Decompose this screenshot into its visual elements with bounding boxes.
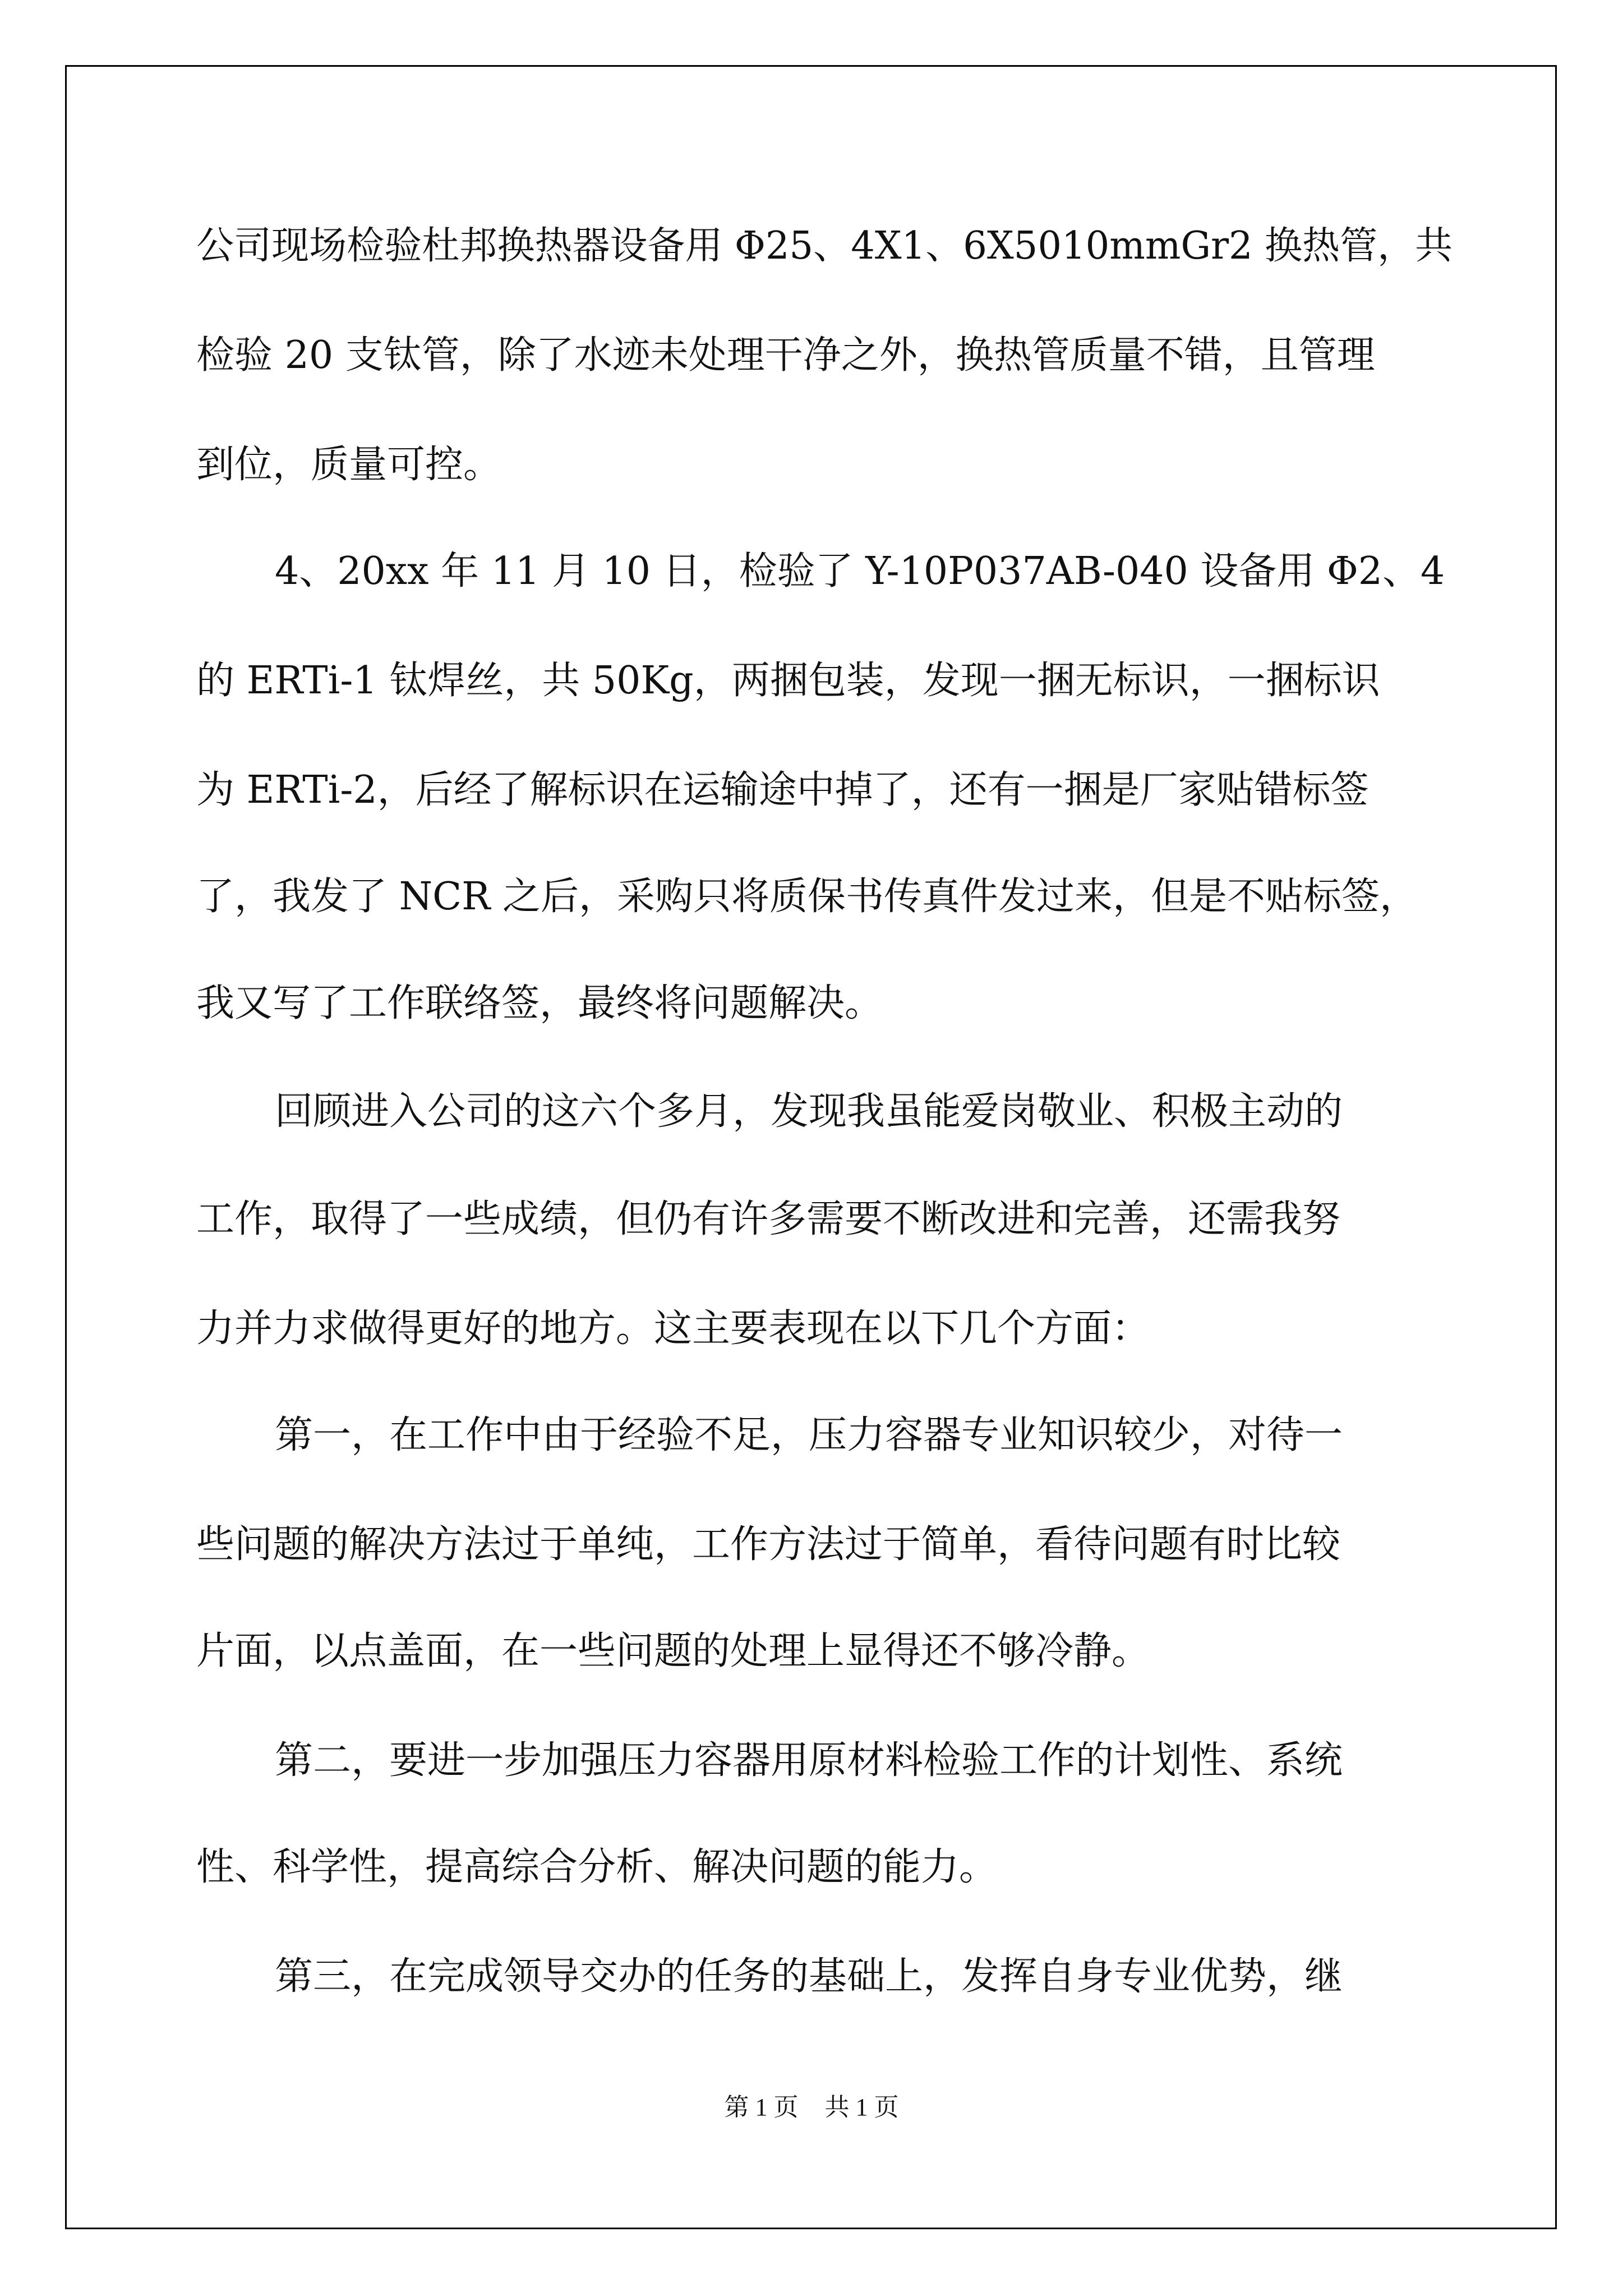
paragraph-line: 工作，取得了一些成绩，但仍有许多需要不断改进和完善，还需我努 [196, 1197, 1341, 1241]
paragraph-line: 第二，要进一步加强压力容器用原材料检验工作的计划性、系统 [275, 1738, 1343, 1783]
paragraph-line: 回顾进入公司的这六个多月，发现我虽能爱岗敬业、积极主动的 [275, 1089, 1343, 1134]
page-footer [0, 2087, 1623, 2123]
paragraph-line: 公司现场检验杜邦换热器设备用 Φ25、4X1、6X5010mmGr2 换热管，共 [196, 224, 1453, 268]
page-number-current: 第 1 页 [724, 2093, 799, 2121]
paragraph-line: 检验 20 支钛管，除了水迹未处理干净之外，换热管质量不错，且管理 [196, 333, 1375, 378]
paragraph-line: 了，我发了 NCR 之后，采购只将质保书传真件发过来，但是不贴标签， [196, 875, 1418, 919]
paragraph-line: 为 ERTi-2，后经了解标识在运输途中掉了，还有一捆是厂家贴错标签 [196, 768, 1369, 812]
paragraph-line: 我又写了工作联络签，最终将问题解决。 [196, 981, 883, 1025]
page-number-total: 共 1 页 [824, 2093, 899, 2121]
paragraph-line: 性、科学性，提高综合分析、解决问题的能力。 [196, 1845, 998, 1889]
paragraph-line: 些问题的解决方法过于单纯，工作方法过于简单，看待问题有时比较 [196, 1522, 1341, 1567]
paragraph-line: 片面，以点盖面，在一些问题的处理上显得还不够冷静。 [196, 1629, 1150, 1673]
paragraph-line: 力并力求做得更好的地方。这主要表现在以下几个方面： [196, 1306, 1150, 1351]
paragraph-line: 到位，质量可控。 [196, 443, 502, 487]
paragraph-line: 的 ERTi-1 钛焊丝，共 50Kg，两捆包装，发现一捆无标识，一捆标识 [196, 659, 1380, 703]
page-border [65, 65, 1557, 2229]
paragraph-line: 第三，在完成领导交办的任务的基础上，发挥自身专业优势，继 [275, 1954, 1343, 1999]
paragraph-line: 4、20xx 年 11 月 10 日，检验了 Y-10P037AB-040 设备用 Φ2、4 [275, 549, 1445, 593]
paragraph-line: 第一，在工作中由于经验不足，压力容器专业知识较少，对待一 [275, 1413, 1343, 1457]
